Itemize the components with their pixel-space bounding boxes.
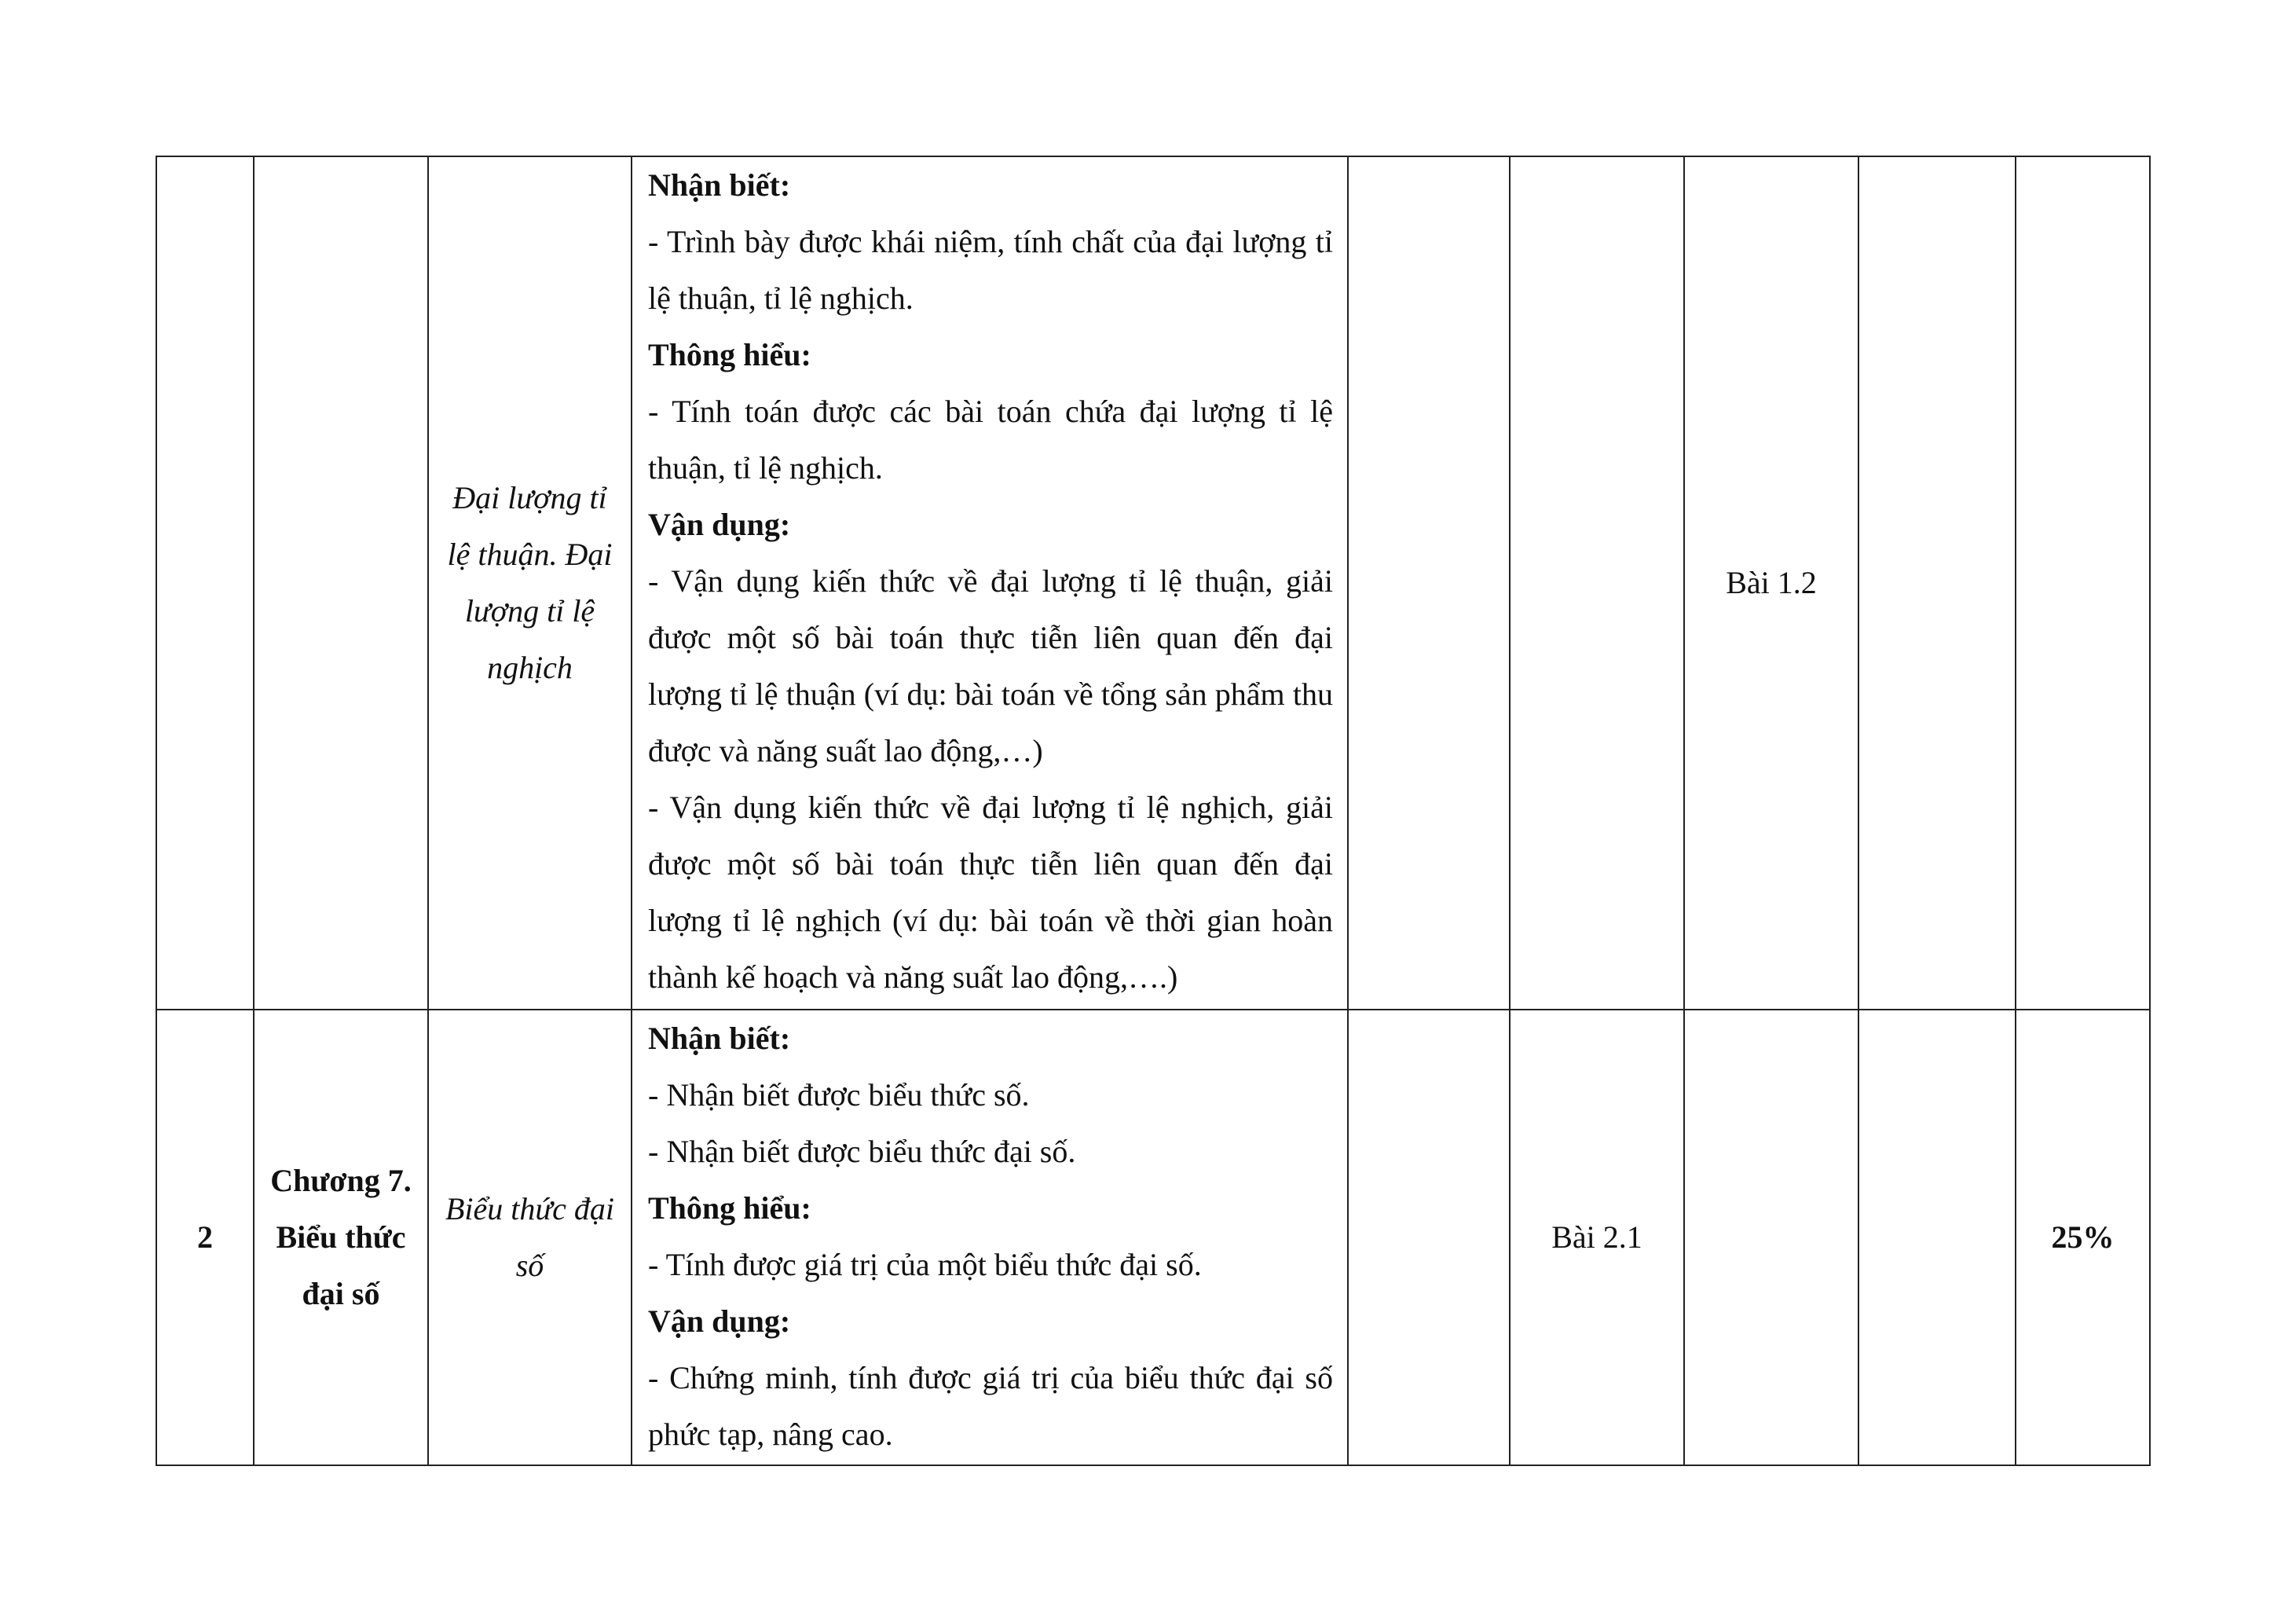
content-cell [632, 156, 1348, 1010]
table-row [156, 1010, 2150, 1465]
level-cell [1348, 1010, 1510, 1465]
level-cell [1348, 156, 1510, 1010]
content-item: - Nhận biết được biểu thức số. [648, 1077, 1030, 1113]
topic-cell: Đại lượng tỉ lệ thuận. Đại lượng tỉ lệ nghịch [428, 156, 632, 1010]
table-row [156, 156, 2150, 1010]
topic-cell: Biểu thức đại số [428, 1010, 632, 1465]
percent-cell [2016, 156, 2150, 1010]
level-heading-apply: Vận dụng: [648, 1303, 791, 1339]
level-cell [1684, 1010, 1858, 1465]
level-heading-understand: Thông hiểu: [648, 337, 811, 372]
level-heading-apply: Vận dụng: [648, 507, 791, 542]
stt-cell: 2 [156, 1010, 254, 1465]
level-cell [1858, 1010, 2016, 1465]
matrix-table [156, 156, 2151, 1466]
level-heading-recognize: Nhận biết: [648, 167, 791, 203]
level-cell: Bài 1.2 [1684, 156, 1858, 1010]
content-item: - Nhận biết được biểu thức đại số. [648, 1134, 1076, 1169]
content-cell [632, 1010, 1348, 1465]
content-item: - Vận dụng kiến thức về đại lượng tỉ lệ nghịch, giải được một số bài toán thực tiễn liên quan đến đại lượng tỉ lệ nghịch (ví dụ: bài toán về thời gian hoàn thành kế hoạch và năng suất lao động,….) [648, 790, 1333, 995]
content-item: - Tính được giá trị của một biểu thức đại số. [648, 1247, 1202, 1282]
percent-cell: 25% [2016, 1010, 2150, 1465]
stt-cell [156, 156, 254, 1010]
level-cell: Bài 2.1 [1510, 1010, 1684, 1465]
chapter-cell: Chương 7. Biểu thức đại số [254, 1010, 428, 1465]
content-item: - Tính toán được các bài toán chứa đại lượng tỉ lệ thuận, tỉ lệ nghịch. [648, 394, 1333, 486]
level-cell [1858, 156, 2016, 1010]
level-cell [1510, 156, 1684, 1010]
level-heading-understand: Thông hiểu: [648, 1190, 811, 1226]
content-item: - Trình bày được khái niệm, tính chất của đại lượng tỉ lệ thuận, tỉ lệ nghịch. [648, 224, 1333, 316]
content-item: - Vận dụng kiến thức về đại lượng tỉ lệ thuận, giải được một số bài toán thực tiễn liên quan đến đại lượng tỉ lệ thuận (ví dụ: bài toán về tổng sản phẩm thu được và năng suất lao động,…) [648, 563, 1333, 768]
chapter-cell [254, 156, 428, 1010]
level-heading-recognize: Nhận biết: [648, 1021, 791, 1056]
content-item: - Chứng minh, tính được giá trị của biểu thức đại số phức tạp, nâng cao. [648, 1360, 1333, 1452]
